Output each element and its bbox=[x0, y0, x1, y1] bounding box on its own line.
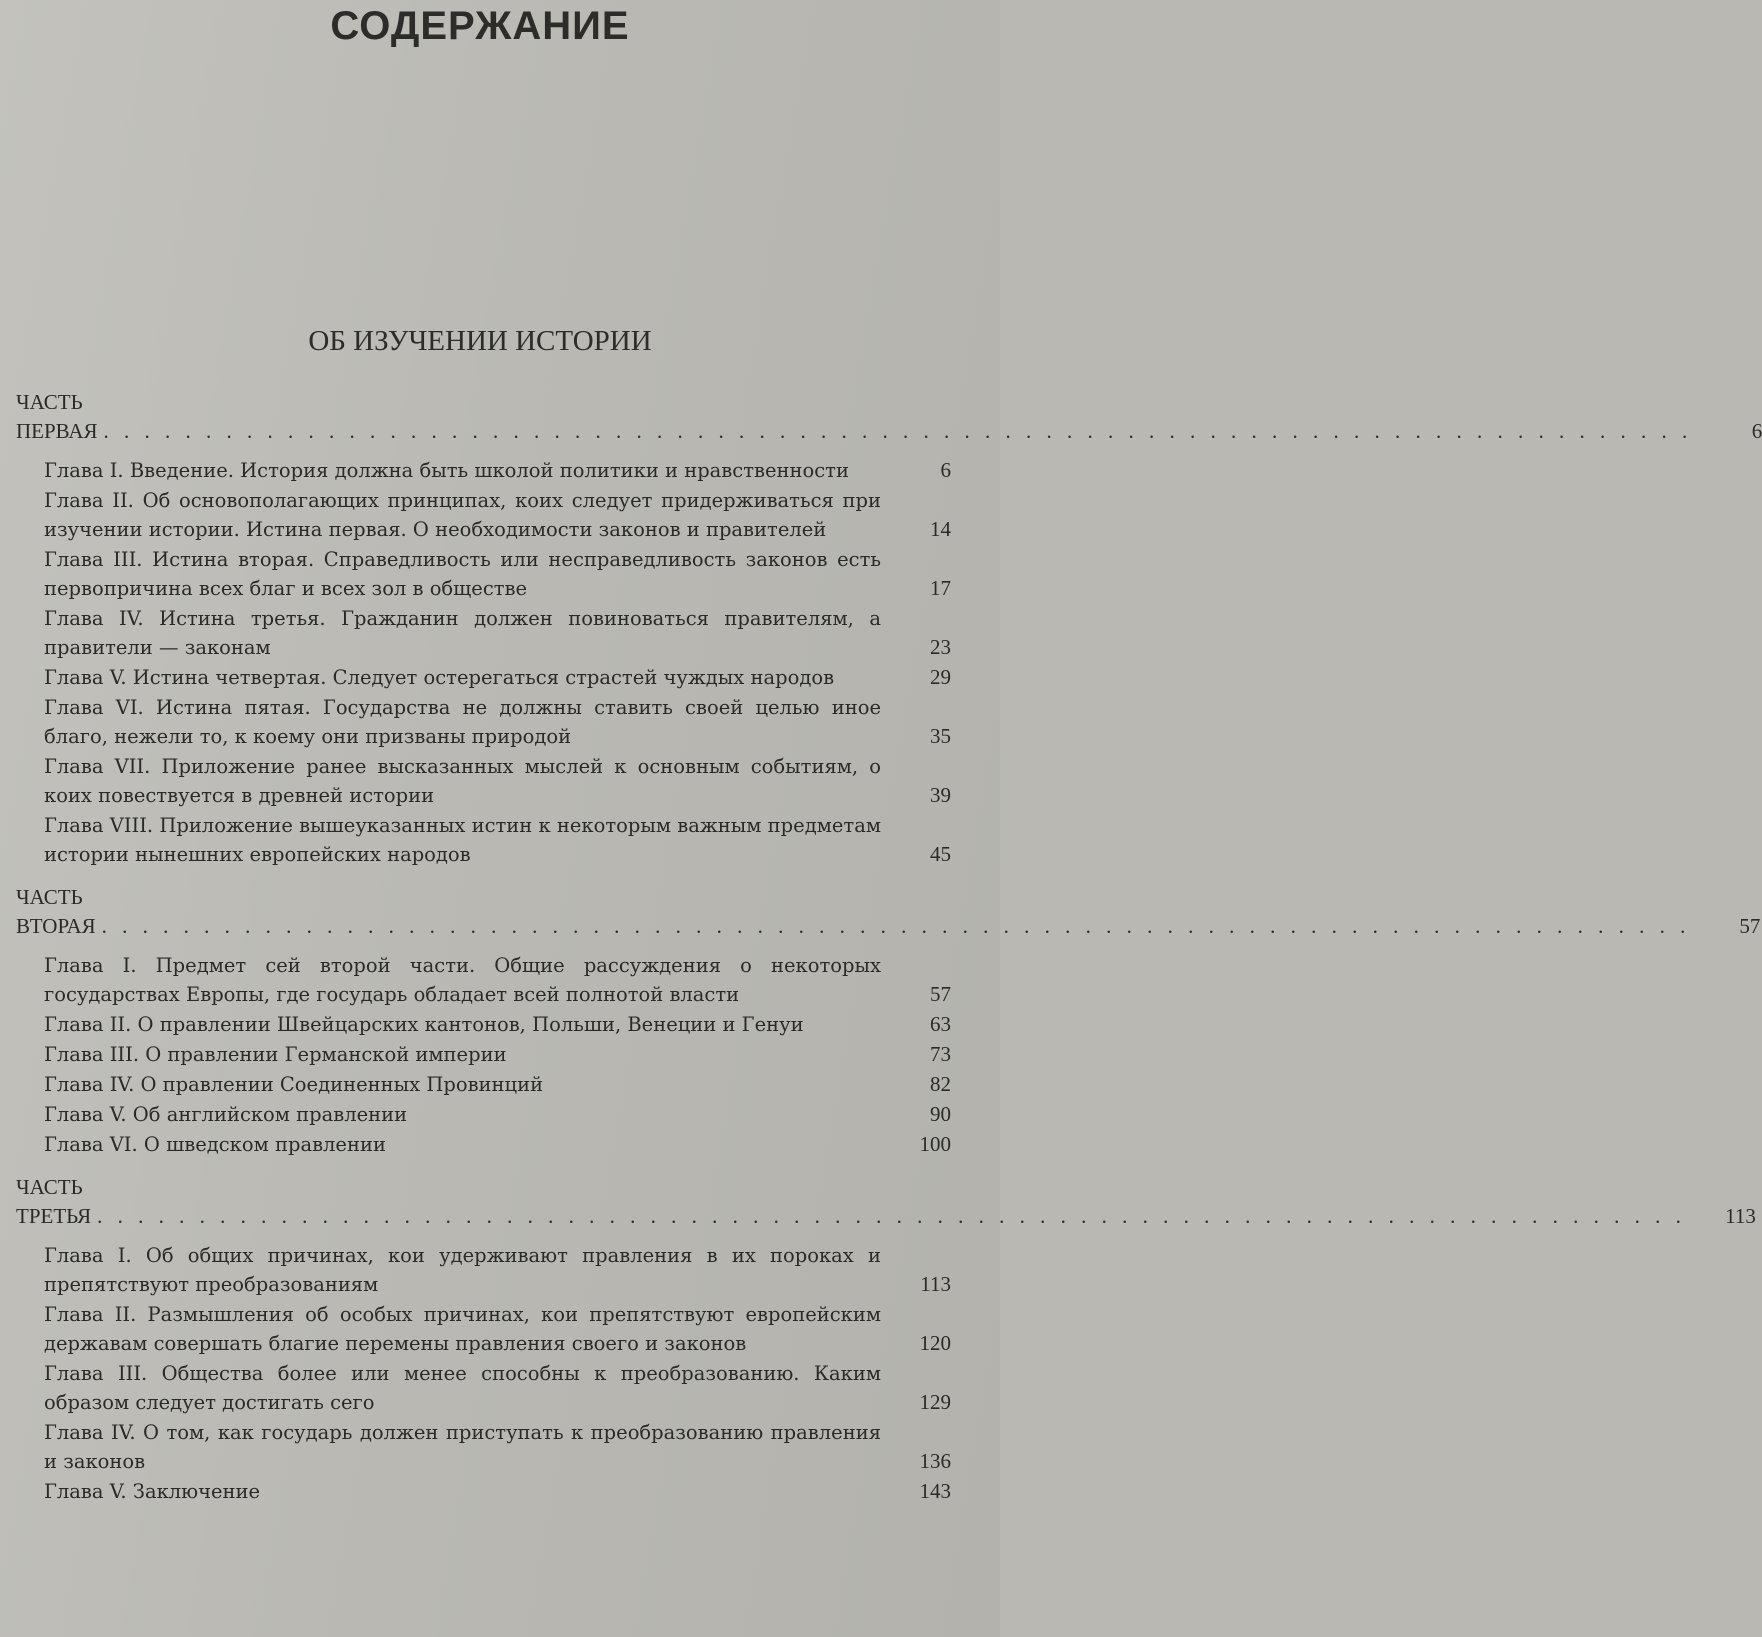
chapter-title: Глава II. Об основополагающих принципах, коих следует придерживаться при изучении истории. Истина первая. О необходимости законов и правителей bbox=[44, 489, 881, 541]
page-number: 129 bbox=[919, 1390, 951, 1414]
chapter-title: Глава II. О правлении Швейцарских кантонов, Польши, Венеции и Генуи bbox=[44, 1013, 804, 1036]
toc-part bbox=[16, 883, 1761, 1159]
toc-part bbox=[16, 388, 1762, 869]
page-number: 35 bbox=[930, 724, 951, 748]
chapter-title: Глава IV. Истина третья. Гражданин должен повиноваться правителям, а правители — законам bbox=[44, 607, 881, 659]
toc-chapter bbox=[44, 1418, 951, 1476]
page-number: 143 bbox=[919, 1479, 951, 1503]
dot-leader: . . . . . . . . . . . . . . . . . . . . . . . . . . . . . . . . . . . . . . . . . . . . . . . . . . . . . . . . . . . . . . . . . . . . . . . . . . . . . . bbox=[103, 419, 1693, 443]
toc-chapter bbox=[44, 1100, 951, 1129]
chapter-title: Глава III. Истина вторая. Справедливость или несправедливость законов есть первопричина всех благ и всех зол в обществе bbox=[44, 548, 881, 600]
toc-chapter bbox=[44, 1300, 951, 1358]
page-number: 39 bbox=[930, 783, 951, 807]
page-number: 57 bbox=[1739, 914, 1761, 938]
dot-leader: . . . . . . . . . . . . . . . . . . . . . . . . . . . . . . . . . . . . . . . . . . . . . . . . . . . . . . . . . . . . . . . . . . . . . . . . . . . . . . bbox=[97, 1204, 1686, 1228]
chapter-title: Глава I. Предмет сей второй части. Общие рассуждения о некоторых государствах Европы, где государь обладает всей полнотой власти bbox=[44, 954, 881, 1006]
part-label: ЧАСТЬ ПЕРВАЯ bbox=[16, 390, 98, 443]
page-number: 90 bbox=[930, 1102, 951, 1126]
chapter-title: Глава V. Об английском правлении bbox=[44, 1103, 408, 1126]
chapter-title: Глава III. О правлении Германской империи bbox=[44, 1043, 507, 1066]
chapter-title: Глава VII. Приложение ранее высказанных мыслей к основным событиям, о коих повествуется в древней истории bbox=[44, 755, 881, 807]
chapter-title: Глава VI. О шведском правлении bbox=[44, 1133, 386, 1156]
page-number: 113 bbox=[920, 1272, 951, 1296]
page-number: 82 bbox=[930, 1072, 951, 1096]
page-number: 23 bbox=[930, 635, 951, 659]
toc-chapter bbox=[44, 1010, 951, 1039]
table-of-contents bbox=[16, 388, 1762, 1520]
page-number: 6 bbox=[940, 458, 951, 482]
chapter-title: Глава IV. О том, как государь должен приступать к преобразованию правления и законов bbox=[44, 1421, 881, 1473]
toc-part-heading bbox=[16, 388, 1762, 446]
page-number: 136 bbox=[919, 1449, 951, 1473]
toc-part-heading bbox=[16, 883, 1761, 941]
page-number: 17 bbox=[930, 576, 951, 600]
page-title: СОДЕРЖАНИЕ bbox=[330, 4, 630, 48]
chapter-title: Глава IV. О правлении Соединенных Провинций bbox=[44, 1073, 544, 1096]
page-number: 100 bbox=[919, 1132, 951, 1156]
toc-chapter bbox=[44, 1241, 951, 1299]
toc-part-heading bbox=[16, 1173, 1756, 1231]
chapter-title: Глава III. Общества более или менее способны к преобразованию. Каким образом следует достигать сего bbox=[44, 1362, 881, 1414]
page-number: 45 bbox=[930, 842, 951, 866]
page-number: 73 bbox=[930, 1042, 951, 1066]
dot-leader: . . . . . . . . . . . . . . . . . . . . . . . . . . . . . . . . . . . . . . . . . . . . . . . . . . . . . . . . . . . . . . . . . . . . . . . . . . . . . . bbox=[101, 914, 1691, 938]
toc-chapter bbox=[44, 604, 951, 662]
toc-chapter bbox=[44, 456, 951, 485]
chapter-title: Глава I. Об общих причинах, кои удерживают правления в их пороках и препятствуют преобразованиям bbox=[44, 1244, 881, 1296]
chapter-title: Глава VIII. Приложение вышеуказанных истин к некоторым важным предметам истории нынешних европейских народов bbox=[44, 814, 881, 866]
toc-chapter bbox=[44, 1130, 951, 1159]
section-title: ОБ ИЗУЧЕНИИ ИСТОРИИ bbox=[308, 325, 652, 357]
toc-chapter bbox=[44, 951, 951, 1009]
page-number: 113 bbox=[1725, 1204, 1756, 1228]
chapter-title: Глава II. Размышления об особых причинах, кои препятствуют европейским державам совершать благие перемены правления своего и законов bbox=[44, 1303, 881, 1355]
toc-chapter bbox=[44, 663, 951, 692]
toc-chapter bbox=[44, 1477, 951, 1506]
page-number: 57 bbox=[930, 982, 951, 1006]
toc-chapter bbox=[44, 811, 951, 869]
toc-chapter bbox=[44, 1040, 951, 1069]
toc-chapter bbox=[44, 545, 951, 603]
page-number: 6 bbox=[1751, 419, 1762, 443]
part-label: ЧАСТЬ ВТОРАЯ bbox=[16, 885, 96, 938]
toc-part bbox=[16, 1173, 1756, 1506]
page-number: 120 bbox=[919, 1331, 951, 1355]
toc-chapter bbox=[44, 1070, 951, 1099]
chapter-title: Глава VI. Истина пятая. Государства не должны ставить своей целью иное благо, нежели то, к коему они призваны природой bbox=[44, 696, 881, 748]
toc-chapter bbox=[44, 1359, 951, 1417]
toc-chapter bbox=[44, 693, 951, 751]
toc-chapter bbox=[44, 486, 951, 544]
chapter-title: Глава V. Заключение bbox=[44, 1480, 261, 1503]
part-label: ЧАСТЬ ТРЕТЬЯ bbox=[16, 1175, 92, 1228]
toc-chapter bbox=[44, 752, 951, 810]
page-number: 29 bbox=[930, 665, 951, 689]
chapter-title: Глава I. Введение. История должна быть школой политики и нравственности bbox=[44, 459, 849, 482]
page-number: 14 bbox=[930, 517, 951, 541]
chapter-title: Глава V. Истина четвертая. Следует остерегаться страстей чуждых народов bbox=[44, 666, 835, 689]
page-number: 63 bbox=[930, 1012, 951, 1036]
